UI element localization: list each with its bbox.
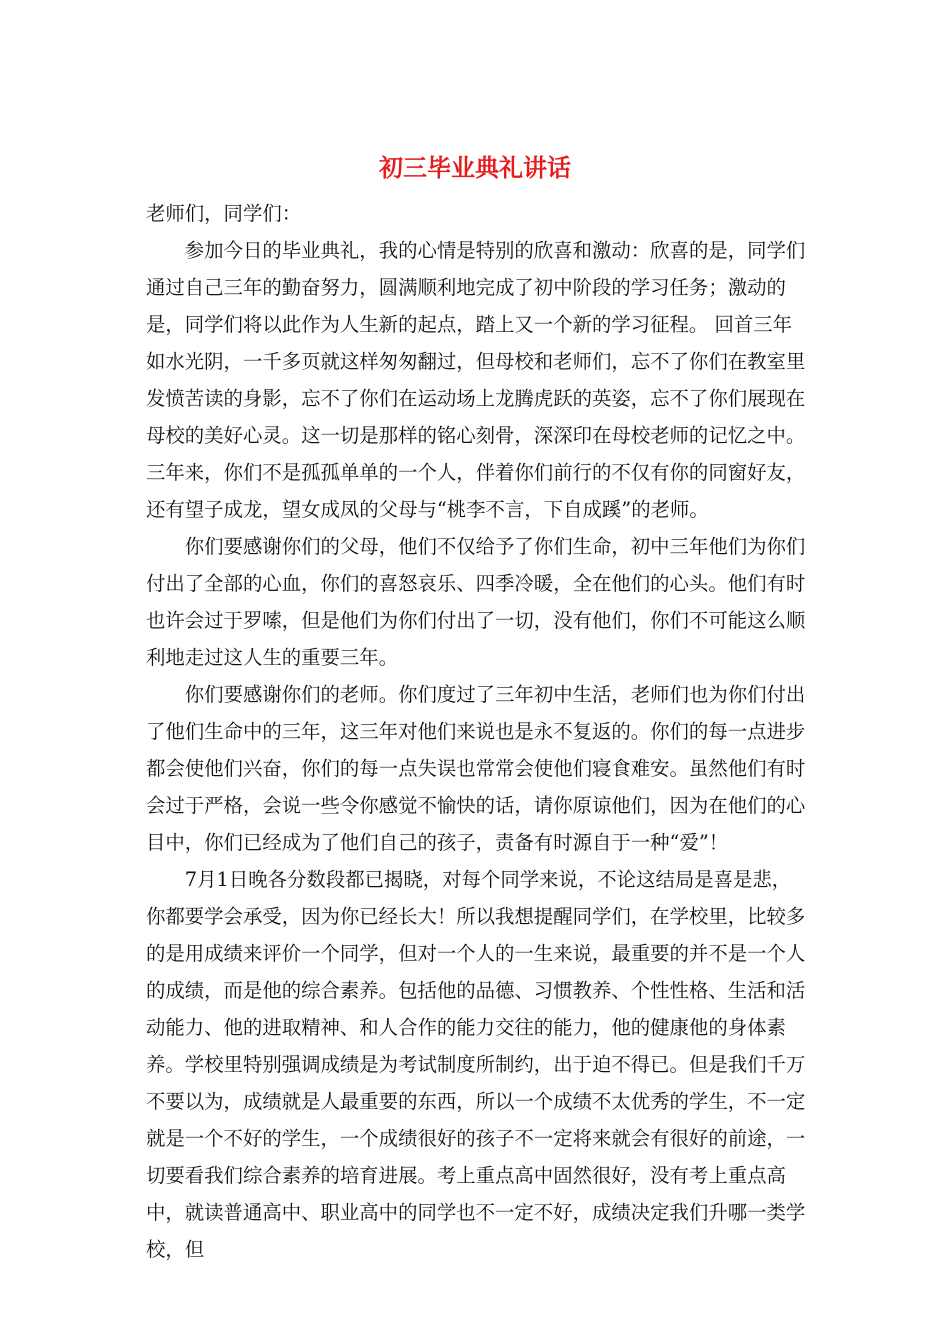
paragraph-2: 你们要感谢你们的父母，他们不仅给予了你们生命，初中三年他们为你们付出了全部的心血，你们的喜怒哀乐、四季冷暖，全在他们的心头。他们有时也许会过于罗嗦，但是他们为你们付出了一切，没有他们，你们不可能这么顺利地走过这人生的重要三年。	[146, 535, 806, 669]
paragraph-4: 7月1日晚各分数段都已揭晓，对每个同学来说，不论这结局是喜是悲，你都要学会承受，因为你已经长大！所以我想提醒同学们，在学校里，比较多的是用成绩来评价一个同学，但对一个人的一生来说，最重要的并不是一个人的成绩，而是他的综合素养。包括他的品德、习惯教养、个性性格、生活和活动能力、他的进取精神、和人合作的能力交往的能力，他的健康他的身体素养。学校里特别强调成绩是为考试制度所制约，出于迫不得已。但是我们千万不要以为，成绩就是人最重要的东西，所以一个成绩不太优秀的学生，不一定就是一个不好的学生，一个成绩很好的孩子不一定将来就会有很好的前途，一切要看我们综合素养的培育进展。考上重点高中固然很好，没有考上重点高中，就读普通高中、职业高中的同学也不一定不好，成绩决定我们升哪一类学校，但	[146, 868, 806, 1261]
salutation: 老师们，同学们：	[146, 202, 302, 225]
paragraph-1: 参加今日的毕业典礼，我的心情是特别的欣喜和激动：欣喜的是，同学们通过自己三年的勤奋努力，圆满顺利地完成了初中阶段的学习任务；激动的是，同学们将以此作为人生新的起点，踏上又一个新的学习征程。 回首三年如水光阴，一千多页就这样匆匆翻过，但母校和老师们，忘不了你们在教室里发愤苦读的身影，忘不了你们在运动场上龙腾虎跃的英姿，忘不了你们展现在母校的美好心灵。这一切是那样的铭心刻骨，深深印在母校老师的记忆之中。三年来，你们不是孤孤单单的一个人，伴着你们前行的不仅有你的同窗好友，还有望子成龙，望女成凤的父母与“桃李不言，下自成蹊”的老师。	[146, 239, 806, 521]
document-title: 初三毕业典礼讲话	[379, 153, 571, 182]
document-body	[146, 195, 806, 1268]
paragraph-3: 你们要感谢你们的老师。你们度过了三年初中生活，老师们也为你们付出了他们生命中的三年，这三年对他们来说也是永不复返的。你们的每一点进步都会使他们兴奋，你们的每一点失误也常常会使他们寝食难安。虽然他们有时会过于严格，会说一些令你感觉不愉快的话，请你原谅他们，因为在他们的心目中，你们已经成为了他们自己的孩子，责备有时源自于一种“爱”！	[146, 683, 806, 854]
